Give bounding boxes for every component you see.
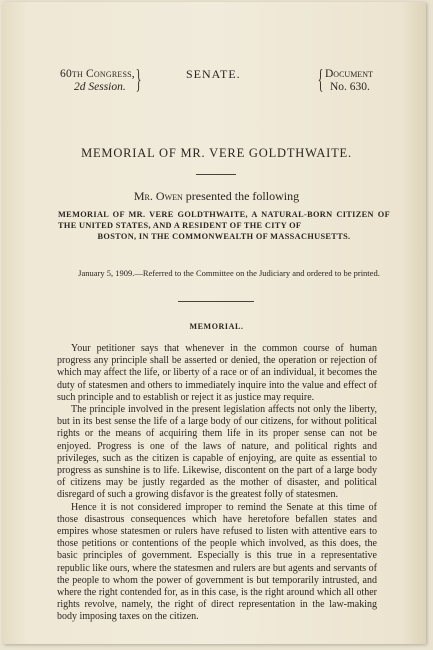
congress-session-block: [60, 68, 135, 94]
paragraph: Hence it is not considered improper to remind the Senate at this time of those disastrous consequences which have heretofore befallen states and empires whose statesmen or rulers have refused to listen with attentive ears to those petitions or contentions of the people which involved, as this does, the basic principles of government. Especially is this true in a representative republic like ours, where the statesmen and rulers are but agents and servants of the people to whom the power of government is but temporarily intrusted, and where the right contended for, as in this case, is the right around which all other rights revolve, namely, the right of direct representation in the law-making body imposing taxes on the citizen.: [57, 501, 377, 623]
document-number-block: [325, 68, 373, 94]
senator-name: Mr. Owen: [133, 189, 183, 203]
right-brace-icon: }: [135, 64, 142, 94]
paragraph: Your petitioner says that whenever in the common course of human progress any principle shall be asserted or denied, the operation or rejection of which may affect the life, or liberty of a race or of an individual, it becomes the duty of statesmen and others to immediately inquire into the value and effect of such principle and to establish or reject it as justice may require.: [57, 343, 377, 403]
title-divider: [196, 174, 236, 175]
page-title: MEMORIAL OF MR. VERE GOLDTHWAITE.: [81, 146, 352, 160]
memorial-heading: [58, 209, 390, 242]
memorial-heading-main: MEMORIAL OF MR. VERE GOLDTHWAITE, A NATURAL-BORN CITIZEN OF THE UNITED STATES, AND A RESIDENT OF THE CITY OF: [58, 210, 390, 230]
session-label: 2d Session.: [74, 81, 126, 93]
paragraph: The principle involved in the present legislation affects not only the liberty, but in its best sense the life of a large body of our citizens, for without political rights or the means of acquiring them life in its proper sense can not be enjoyed. Progress is one of the laws of nature, and political rights and privileges, such as the citizen is capable of enjoying, are quite as essential to progress as sunshine is to life. Likewise, discontent on the part of a large body of citizens may be justly regarded as the mother of disaster, and political disregard of such a growing disfavor is the greatest folly of statesmen.: [57, 404, 377, 501]
left-brace-icon: {: [317, 64, 324, 94]
presented-text: presented the following: [182, 189, 300, 203]
congress-label: 60th Congress,: [60, 68, 135, 80]
presented-line: [0, 189, 433, 204]
memorial-heading-last: BOSTON, IN THE COMMONWEALTH OF MASSACHUSETTS.: [97, 232, 351, 241]
section-heading: MEMORIAL.: [189, 322, 244, 331]
chamber-label: SENATE.: [186, 67, 241, 81]
referral-note: January 5, 1909.—Referred to the Committee on the Judiciary and ordered to be printed.: [78, 268, 380, 278]
referral-divider: [178, 301, 254, 302]
document-number: No. 630.: [330, 81, 370, 93]
document-label: Document: [325, 68, 373, 80]
memorial-body: [57, 343, 377, 624]
